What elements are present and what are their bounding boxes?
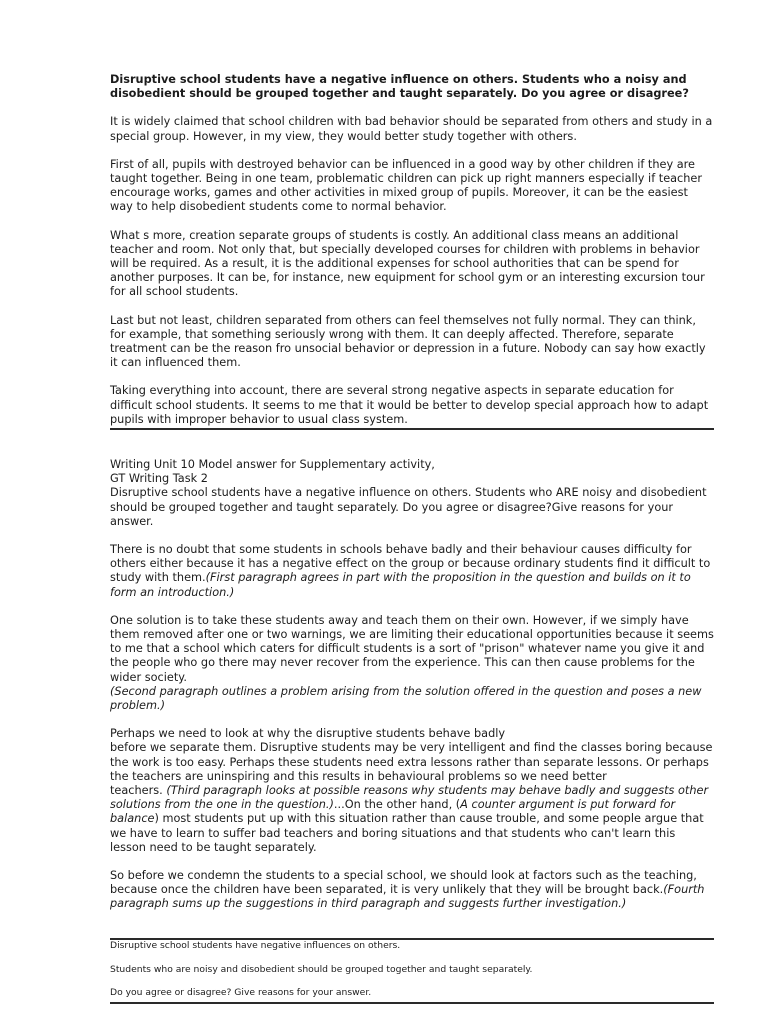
model-paragraph-1 <box>110 543 714 600</box>
task-prompt-line-2: Students who are noisy and disobedient should be grouped together and taught separately. <box>110 963 533 975</box>
essay-paragraph-4: Last but not least, children separated from others can feel themselves not fully normal. They can think, for example, that something seriously wrong with them. It can deeply affected. Therefore, separate treatment can be the reason fro unsocial behavior or depression in a future. Nobody can say how exactly it can influenced them. <box>110 313 706 370</box>
paragraph-text: teachers. <box>110 784 167 798</box>
model-answer-heading: Writing Unit 10 Model answer for Supplementary activity, <box>110 458 435 471</box>
teacher-comment: (Fourth paragraph sums up the suggestions in third paragraph and suggests further investigation.) <box>110 883 705 911</box>
essay-paragraph-5: Taking everything into account, there are several strong negative aspects in separate education for difficult school students. It seems to me that it would be better to develop special approach how to adapt pupils with improper behavior to usual class system. <box>110 384 709 426</box>
essay-title: Disruptive school students have a negative influence on others. Students who a noisy and disobedient should be grouped together and taught separately. Do you agree or disagree? <box>110 73 689 101</box>
model-answer-subheading: GT Writing Task 2 <box>110 472 208 486</box>
teacher-comment: (First paragraph agrees in part with the proposition in the question and builds on it to form an introduction.) <box>110 571 691 599</box>
paragraph-text: One solution is to take these students away and teach them on their own. However, if we simply have them removed after one or two warnings, we are limiting their educational opportunities because it seems to me that a school which caters for difficult students is a sort of "prison" whatever name you give it and the people who go there may never recover from the experience. This can then cause problems for the wider society. <box>110 613 714 684</box>
essay-paragraph-3: What s more, creation separate groups of students is costly. An additional class means an additional teacher and room. Not only that, but specially developed courses for children with problems in behavior will be required. As a result, it is the additional expenses for school authorities that can be spend for another purposes. It can be, for instance, new equipment for school gym or an interesting excursion tour for all school students. <box>110 228 705 299</box>
model-answer <box>110 458 714 926</box>
paragraph-text: ...On the other hand, ( <box>333 798 461 812</box>
paragraph-text: There is no doubt that some students in schools behave badly and their behaviour causes difficulty for others either because it has a negative effect on the group or because ordinary students find it difficult to study with them. <box>110 543 711 585</box>
essay-paragraph-2: First of all, pupils with destroyed behavior can be influenced in a good way by other children if they are taught together. Being in one team, problematic children can pick up right manners especially if teacher encourage works, games and other activities in mixed group of pupils. Moreover, it can be the easiest way to help disobedient students come to normal behavior. <box>110 157 703 214</box>
paragraph-text: So before we condemn the students to a special school, we should look at factors such as the teaching, because once the children have been separated, it is very unlikely that they will be brought back. <box>110 869 697 897</box>
model-paragraph-4 <box>110 869 714 912</box>
teacher-comment: (Second paragraph outlines a problem arising from the solution offered in the question and poses a new problem.) <box>110 684 702 713</box>
section-divider <box>110 428 714 430</box>
teacher-comment: (Third paragraph looks at possible reasons why students may behave badly and suggests other solutions from the one in the question.) <box>110 784 709 812</box>
paragraph-text: before we separate them. Disruptive students may be very intelligent and find the classes boring because the work is too easy. Perhaps these students need extra lessons rather than separate lessons. Or perhaps the teachers are uninspiring and this results in behavioural problems so we need better <box>110 741 713 783</box>
paragraph-text: ) most students put up with this situation rather than cause trouble, and some people argue that we have to learn to suffer bad teachers and boring situations and that students who can't learn this lesson need to be taught separately. <box>110 812 704 854</box>
teacher-aside: A counter argument is put forward for balance <box>110 798 676 826</box>
paragraph-text: Perhaps we need to look at why the disruptive students behave badly <box>110 727 506 741</box>
student-essay <box>110 73 714 441</box>
model-paragraph-2 <box>110 614 714 713</box>
model-answer-header <box>110 458 714 529</box>
task-prompt-line-1: Disruptive school students have negative influences on others. <box>110 940 401 951</box>
model-answer-question: Disruptive school students have a negative influence on others. Students who ARE noisy and disobedient should be grouped together and taught separately. Do you agree or disagree?Give reasons for your answer. <box>110 486 707 528</box>
section-divider <box>110 1002 714 1004</box>
essay-paragraph-1: It is widely claimed that school children with bad behavior should be separated from others and study in a special group. However, in my view, they would better study together with others. <box>110 115 713 143</box>
task-prompt <box>110 940 714 1011</box>
model-paragraph-3 <box>110 727 714 855</box>
task-prompt-line-3: Do you agree or disagree? Give reasons for your answer. <box>110 987 372 998</box>
